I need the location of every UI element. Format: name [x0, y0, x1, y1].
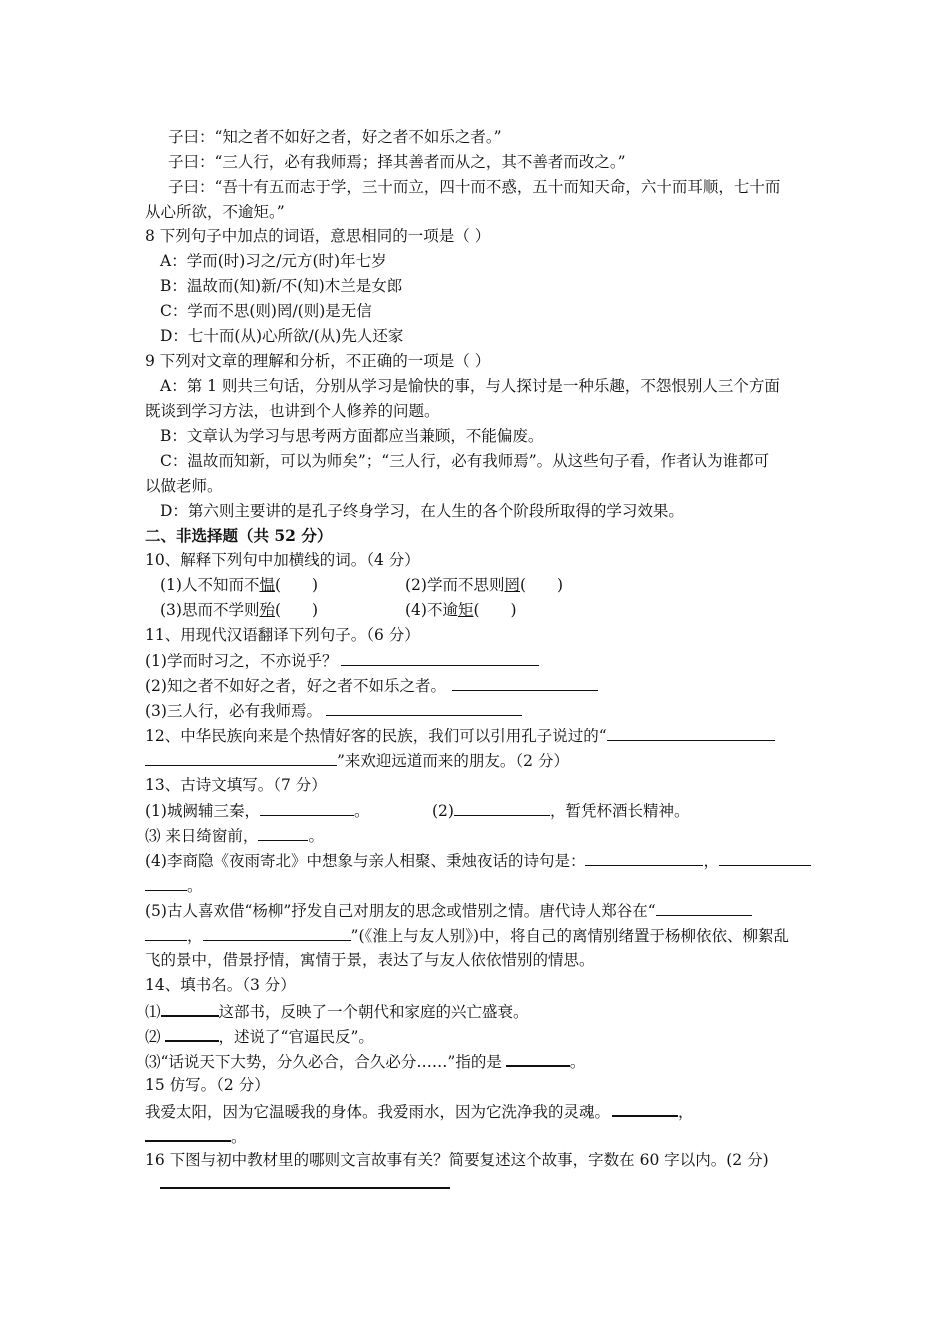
q13-item-5-cont: ， ”(《淮上与友人别》)中，将自己的离情别绪置于杨柳依依、柳絮乱 — [145, 924, 789, 947]
q8-option-d: D：七十而(从)心所欲/(从)先人还家 — [160, 327, 404, 345]
q9-option-d: D：第六则主要讲的是孔子终身学习，在人生的各个阶段所取得的学习效果。 — [160, 502, 684, 520]
answer-blank[interactable] — [258, 824, 308, 841]
q9-option-c: C：温故而知新，可以为师矣”；“三人行，必有我师焉”。从这些句子看，作者认为谁都可 — [160, 452, 770, 470]
q13-item-5-cont2: 飞的景中，借景抒情，寓情于景，表达了与友人依依惜别的情思。 — [145, 951, 595, 969]
quote-line: 从心所欲，不逾矩。” — [145, 203, 285, 221]
q13-item-4-cont: 。 — [145, 874, 203, 897]
q13-item-2: (2) ，暂凭杯酒长精神。 — [432, 799, 689, 822]
q14-stem: 14、填书名。（3 分） — [145, 976, 296, 994]
q11-item-1: (1)学而时习之，不亦说乎？ — [145, 649, 539, 672]
answer-blank[interactable] — [452, 674, 598, 691]
answer-blank[interactable] — [454, 799, 550, 816]
answer-blank[interactable] — [719, 849, 811, 866]
q9-option-a-cont: 既谈到学习方法，也讲到个人修养的问题。 — [145, 402, 440, 420]
quote-line: 子曰：“吾十有五而志于学，三十而立，四十而不惑，五十而知天命，六十而耳顺，七十而 — [168, 178, 781, 196]
answer-blank[interactable] — [607, 724, 775, 741]
q14-item-1: ⑴ 这部书，反映了一个朝代和家庭的兴亡盛衰。 — [145, 999, 529, 1023]
answer-blank[interactable] — [612, 1099, 678, 1117]
answer-blank[interactable] — [341, 649, 539, 666]
answer-blank[interactable] — [145, 874, 187, 891]
q13-item-1: (1)城阙辅三秦， 。 — [145, 799, 369, 822]
q16-stem: 16 下图与初中教材里的哪则文言故事有关？简要复述这个故事，字数在 60 字以内。(2 分) — [145, 1151, 769, 1169]
answer-blank[interactable] — [260, 799, 354, 816]
q9-option-b: B：文章认为学习与思考两方面都应当兼顾，不能偏废。 — [160, 427, 544, 445]
q9-stem: 9 下列对文章的理解和分析，不正确的一项是（ ） — [145, 352, 491, 370]
answer-blank[interactable] — [656, 899, 752, 916]
q11-item-2: (2)知之者不如好之者，好之者不如乐之者。 — [145, 674, 598, 697]
quote-line: 子曰：“知之者不如好之者，好之者不如乐之者。” — [168, 128, 502, 146]
q8-option-a: A：学而(时)习之/元方(时)年七岁 — [160, 252, 387, 270]
answer-blank[interactable] — [203, 924, 351, 941]
q9-option-c-cont: 以做老师。 — [145, 477, 223, 495]
q10-item-1: (1)人不知而不愠( ) — [160, 576, 319, 594]
q12-line-2: ”来欢迎远道而来的朋友。（2 分） — [145, 749, 569, 772]
q10-stem: 10、解释下列句中加横线的词。（4 分） — [145, 551, 420, 569]
quote-line: 子曰：“三人行，必有我师焉；择其善者而从之，其不善者而改之。” — [168, 153, 626, 171]
q15-line-2: 。 — [145, 1124, 247, 1148]
answer-blank[interactable] — [585, 849, 703, 866]
q10-item-2: (2)学而不思则罔( ) — [405, 576, 564, 594]
answer-blank[interactable] — [145, 1124, 231, 1142]
answer-blank[interactable] — [506, 1049, 570, 1067]
q11-stem: 11、用现代汉语翻译下列句子。（6 分） — [145, 626, 420, 644]
q14-item-2: ⑵ ，述说了“官逼民反”。 — [145, 1024, 374, 1048]
section-heading: 二、非选择题（共 52 分） — [145, 526, 333, 545]
answer-blank[interactable] — [145, 924, 187, 941]
q14-item-3: ⑶“话说天下大势，分久必合，合久必分……”指的是 。 — [145, 1049, 585, 1073]
q13-item-3: ⑶ 来日绮窗前， 。 — [145, 824, 324, 847]
q10-item-3: (3)思而不学则殆( ) — [160, 601, 319, 619]
answer-blank[interactable] — [161, 999, 219, 1017]
answer-blank[interactable] — [165, 1024, 219, 1042]
q8-option-c: C：学而不思(则)罔/(则)是无信 — [160, 302, 372, 320]
q15-stem: 15 仿写。（2 分） — [145, 1076, 270, 1094]
q8-stem: 8 下列句子中加点的词语，意思相同的一项是（ ） — [145, 227, 491, 245]
q11-item-3: (3)三人行，必有我师焉。 — [145, 699, 522, 722]
q13-item-4: (4)李商隐《夜雨寄北》中想象与亲人相聚、秉烛夜话的诗句是： ， — [145, 849, 811, 872]
q8-option-b: B：温故而(知)新/不(知)木兰是女郎 — [160, 277, 403, 295]
q10-item-4: (4)不逾矩( ) — [405, 601, 517, 619]
answer-blank[interactable] — [145, 749, 337, 766]
answer-blank[interactable] — [326, 699, 522, 716]
answer-blank[interactable] — [160, 1169, 450, 1189]
q13-stem: 13、古诗文填写。（7 分） — [145, 776, 327, 794]
q15-line-1: 我爱太阳，因为它温暖我的身体。我爱雨水，因为它洗净我的灵魂。 ， — [145, 1099, 694, 1123]
q12-line-1: 12、中华民族向来是个热情好客的民族，我们可以引用孔子说过的“ — [145, 724, 775, 747]
q13-item-5: (5)古人喜欢借“杨柳”抒发自己对朋友的思念或惜别之情。唐代诗人郑谷在“ — [145, 899, 752, 922]
q9-option-a: A：第 1 则共三句话，分别从学习是愉快的事，与人探讨是一种乐趣，不怨恨别人三个方面 — [160, 377, 780, 395]
